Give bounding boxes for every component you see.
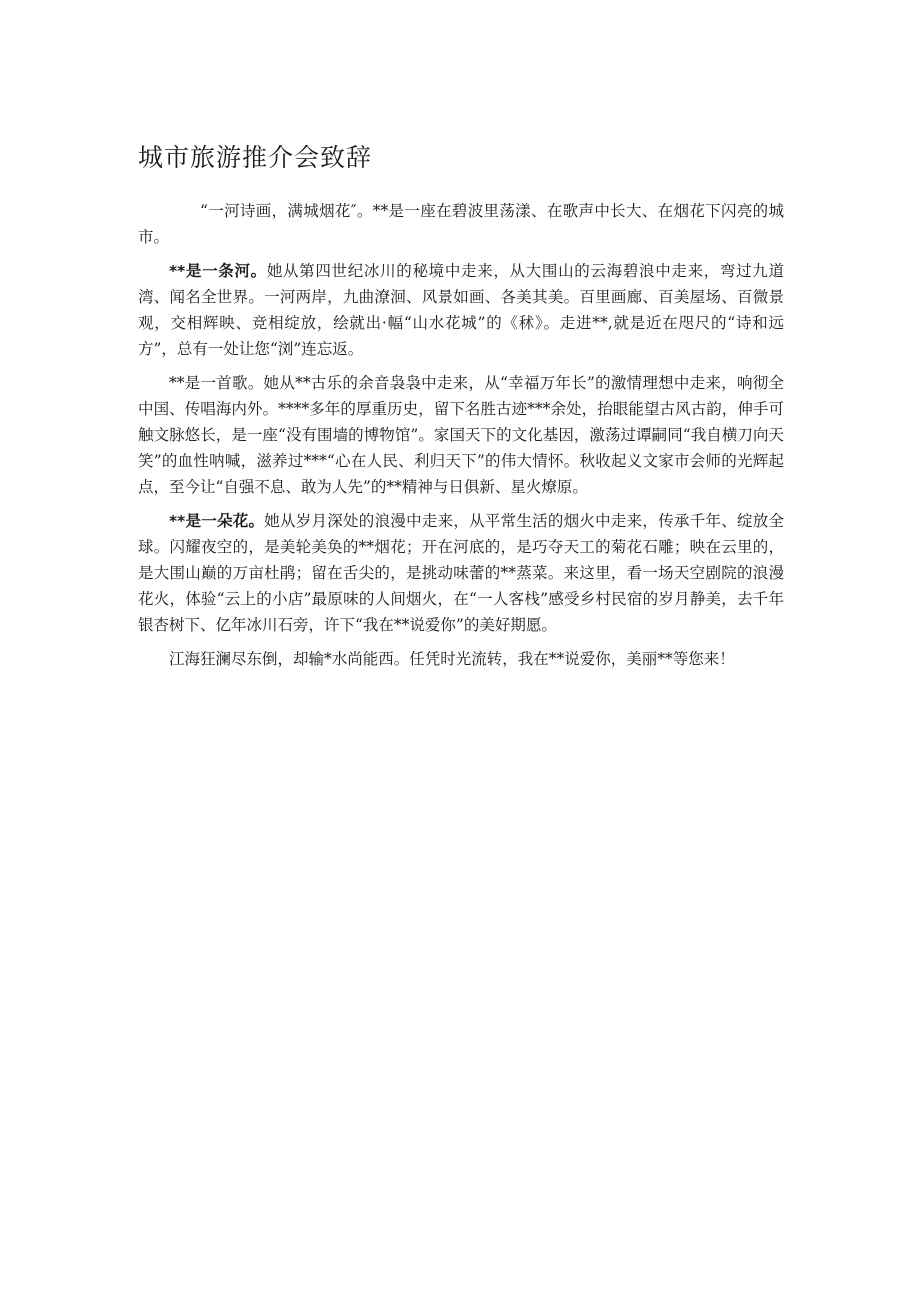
document-title: 城市旅游推介会致辞 — [138, 143, 373, 172]
paragraph-flower — [138, 508, 784, 638]
paragraph-lead: **是一条河。 — [169, 262, 267, 280]
paragraph-text: 她从第四世纪冰川的秘境中走来，从大围山的云海碧浪中走来，弯过九道湾、闻名全世界。一河两岸，九曲潦洄、风景如画、各美其美。百里画廊、百美屋场、百微景观，交相辉映、竞相绽放，绘就出·幅“山水花城”的《秫》。走进**,就是近在咫尺的“诗和远方”，总有一处让您“浏”连忘返。 — [138, 262, 784, 358]
paragraph-intro — [138, 198, 784, 250]
paragraph-text: 江海狂澜尽东倒，却输*水尚能西。任凭时光流转，我在**说爱你，美丽**等您来！ — [169, 650, 735, 668]
paragraph-text: “一河诗画，满城烟花″。**是一座在碧波里荡漾、在歌声中长大、在烟花下闪亮的城市。 — [138, 202, 784, 246]
paragraph-text: **是一首歌。她从**古乐的余音袅袅中走来，从“幸福万年长”的激情理想中走来，响彻全中国、传唱海内外。****多年的厚重历史，留下名胜古迹***余处，抬眼能望古风古韵，伸手可触文脉悠长，是一座“没有围墙的博物馆”。家国天下的文化基因，激荡过谭嗣同“我自横刀向天笑”的血性呐喊，滋养过***“心在人民、利归天下”的伟大情怀。秋收起义文家市会师的光辉起点，至今让“自强不息、敢为人先”的**精神与日俱新、星火燎原。 — [138, 374, 784, 496]
paragraph-closing — [138, 646, 784, 672]
paragraph-song — [138, 370, 784, 500]
paragraph-river — [138, 258, 784, 362]
document-page — [138, 140, 784, 680]
paragraph-text: 她从岁月深处的浪漫中走来，从平常生活的烟火中走来，传承千年、绽放全球。闪耀夜空的，是美轮美奂的**烟花；开在河底的，是巧夺天工的菊花石雕；映在云里的，是大围山巅的万亩杜鹃；留在舌尖的，是挑动味蕾的**蒸菜。来这里，看一场天空剧院的浪漫花火，体验“云上的小店”最原味的人间烟火，在“一人客栈”感受乡村民宿的岁月静美，去千年银杏树下、亿年冰川石旁，许下“我在**说爱你”的美好期愿。 — [138, 512, 784, 634]
paragraph-lead: **是一朵花。 — [169, 512, 265, 530]
